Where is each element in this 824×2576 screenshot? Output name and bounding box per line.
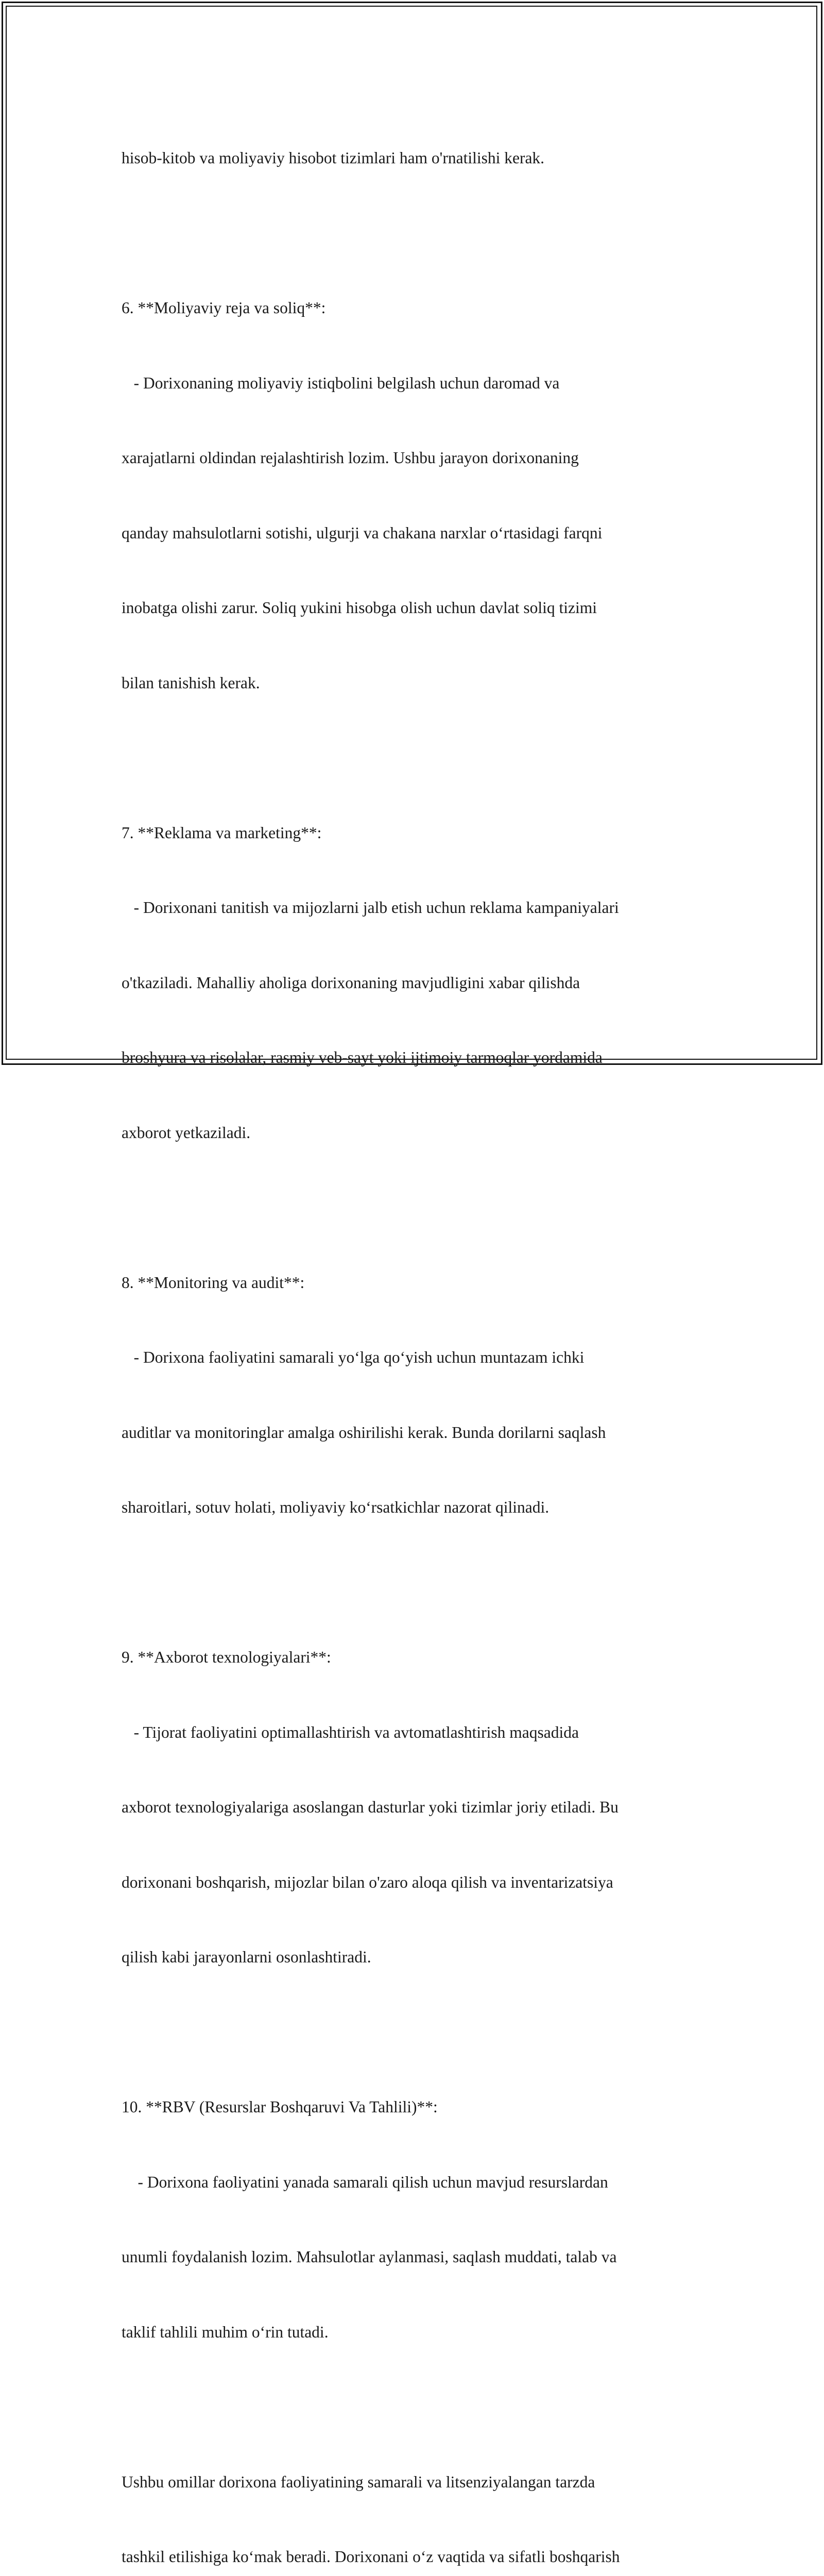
document-line <box>122 745 719 771</box>
document-line: - Tijorat faoliyatini optimallashtirish va avtomatlashtirish maqsadida <box>122 1723 579 1741</box>
document-line: o'tkaziladi. Mahalliy aholiga dorixonaning mavjudligini xabar qilishda <box>122 973 580 992</box>
section-heading: 7. **Reklama va marketing**: <box>122 823 322 842</box>
document-line <box>122 1570 719 1596</box>
conclusion-line: Ushbu omillar dorixona faoliyatining samarali va litsenziyalangan tarzda <box>122 2472 595 2491</box>
document-line <box>122 2020 719 2045</box>
document-line: hisob-kitob va moliyaviy hisobot tizimlari ham o'rnatilishi kerak. <box>122 149 545 167</box>
document-line: dorixonani boshqarish, mijozlar bilan o'zaro aloqa qilish va inventarizatsiya <box>122 1873 613 1891</box>
document-line: sharoitlari, sotuv holati, moliyaviy ko‘rsatkichlar nazorat qilinadi. <box>122 1498 550 1516</box>
document-line <box>122 221 719 246</box>
document-line: - Dorixonaning moliyaviy istiqbolini belgilash uchun daromad va <box>122 374 560 392</box>
document-line: bilan tanishish kerak. <box>122 673 260 692</box>
section-heading: 9. **Axborot texnologiyalari**: <box>122 1648 331 1666</box>
document-line <box>122 2395 719 2420</box>
document-body <box>122 96 719 2576</box>
document-line: qilish kabi jarayonlarni osonlashtiradi. <box>122 1948 371 1966</box>
conclusion-line: tashkil etilishiga ko‘mak beradi. Dorixonani o‘z vaqtida va sifatli boshqarish <box>122 2548 620 2566</box>
document-line: - Dorixona faoliyatini samarali yo‘lga qo‘yish uchun muntazam ichki <box>122 1348 585 1366</box>
document-line: - Dorixonani tanitish va mijozlarni jalb etish uchun reklama kampaniyalari <box>122 899 619 917</box>
document-line: axborot yetkaziladi. <box>122 1123 251 1142</box>
section-heading: 8. **Monitoring va audit**: <box>122 1273 305 1292</box>
document-line: auditlar va monitoringlar amalga oshirilishi kerak. Bunda dorilarni saqlash <box>122 1423 606 1442</box>
section-heading: 10. **RBV (Resurslar Boshqaruvi Va Tahlili)**: <box>122 2098 438 2116</box>
document-line: xarajatlarni oldindan rejalashtirish lozim. Ushbu jarayon dorixonaning <box>122 449 579 467</box>
document-line: broshyura va risolalar, rasmiy veb-sayt yoki ijtimoiy tarmoqlar yordamida <box>122 1048 603 1066</box>
document-line: - Dorixona faoliyatini yanada samarali qilish uchun mavjud resurslardan <box>122 2173 608 2191</box>
document-line: axborot texnologiyalariga asoslangan dasturlar yoki tizimlar joriy etiladi. Bu <box>122 1798 619 1816</box>
document-line <box>122 1195 719 1221</box>
document-line: inobatga olishi zarur. Soliq yukini hisobga olish uchun davlat soliq tizimi <box>122 599 597 617</box>
document-line: qanday mahsulotlarni sotishi, ulgurji va chakana narxlar o‘rtasidagi farqni <box>122 523 603 542</box>
document-line: taklif tahlili muhim o‘rin tutadi. <box>122 2323 329 2341</box>
section-heading: 6. **Moliyaviy reja va soliq**: <box>122 299 326 317</box>
document-line: unumli foydalanish lozim. Mahsulotlar aylanmasi, saqlash muddati, talab va <box>122 2248 617 2266</box>
